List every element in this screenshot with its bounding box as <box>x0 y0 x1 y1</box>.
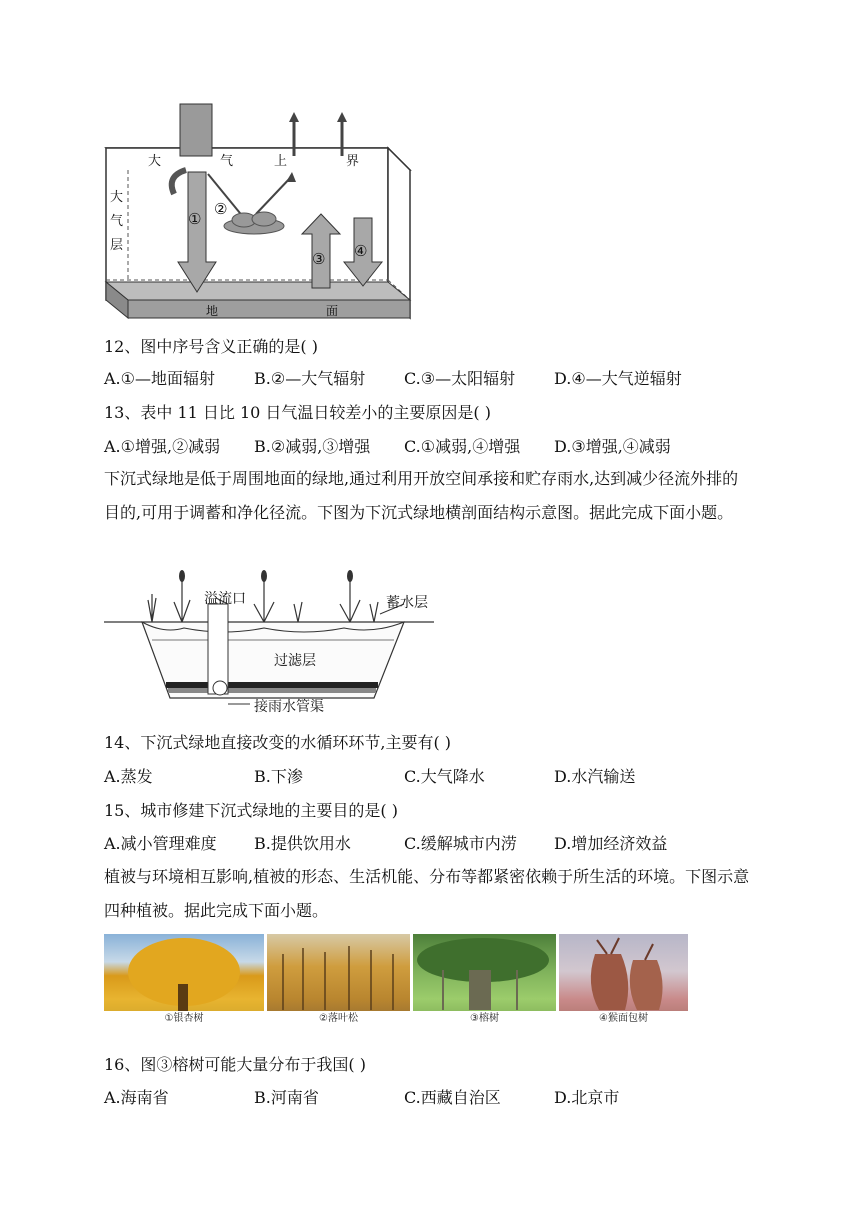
filter-layer-label: 过滤层 <box>274 653 316 669</box>
sunken-greenland-figure <box>104 570 440 720</box>
q14-option-c[interactable]: C.大气降水 <box>404 767 485 786</box>
q12-option-b[interactable]: B.②—大气辐射 <box>254 369 366 388</box>
ground-label-2: 面 <box>326 304 339 318</box>
overflow-label: 溢流口 <box>204 591 246 607</box>
photo-ginkgo <box>104 934 264 1027</box>
q16-option-d[interactable]: D.北京市 <box>554 1088 620 1107</box>
mark-2: ② <box>214 200 228 218</box>
upper-atmosphere-label-4: 界 <box>346 154 360 169</box>
q12-option-a[interactable]: A.①—地面辐射 <box>104 369 215 388</box>
photo-banyan <box>413 934 556 1027</box>
atmosphere-side-label-3: 层 <box>110 238 124 253</box>
q12-option-d[interactable]: D.④—大气逆辐射 <box>554 369 682 388</box>
q16-option-a[interactable]: A.海南省 <box>104 1088 169 1107</box>
storage-layer-label: 蓄水层 <box>386 595 428 611</box>
question-13-stem: 13、表中 11 日比 10 日气温日较差小的主要原因是( ) <box>104 403 491 422</box>
q15-option-a[interactable]: A.减小管理难度 <box>104 834 217 853</box>
rain-pipe-label: 接雨水管渠 <box>254 699 324 715</box>
question-12-stem: 12、图中序号含义正确的是( ) <box>104 337 318 356</box>
photo-larch <box>267 934 410 1027</box>
upper-atmosphere-label-2: 气 <box>220 154 234 169</box>
vegetation-intro: 植被与环境相互影响,植被的形态、生活机能、分布等都紧密依赖于所生活的环境。下图示意四种植被。据此完成下面小题。 <box>104 867 750 920</box>
atmosphere-side-label-1: 大 <box>110 190 124 205</box>
q14-option-a[interactable]: A.蒸发 <box>104 767 153 786</box>
photo-baobab <box>559 934 688 1027</box>
atmosphere-radiation-diagram <box>104 100 416 322</box>
sunken-greenland-intro: 下沉式绿地是低于周围地面的绿地,通过利用开放空间承接和贮存雨水,达到减少径流外排的目的,可用于调蓄和净化径流。下图为下沉式绿地横剖面结构示意图。据此完成下面小题。 <box>104 469 739 522</box>
question-15-stem: 15、城市修建下沉式绿地的主要目的是( ) <box>104 801 398 820</box>
mark-3: ③ <box>312 250 326 268</box>
question-14-stem: 14、下沉式绿地直接改变的水循环环节,主要有( ) <box>104 733 452 752</box>
caption-baobab: ④猴面包树 <box>559 1011 688 1027</box>
q13-option-c[interactable]: C.①减弱,④增强 <box>404 437 521 456</box>
q12-option-c[interactable]: C.③—太阳辐射 <box>404 369 516 388</box>
q15-option-b[interactable]: B.提供饮用水 <box>254 834 351 853</box>
caption-larch: ②落叶松 <box>267 1011 410 1027</box>
atmosphere-radiation-figure <box>104 100 416 322</box>
upper-atmosphere-label-3: 上 <box>274 154 288 169</box>
q16-option-c[interactable]: C.西藏自治区 <box>404 1088 501 1107</box>
mark-1: ① <box>188 210 202 228</box>
q13-option-b[interactable]: B.②减弱,③增强 <box>254 437 371 456</box>
atmosphere-side-label-2: 气 <box>110 214 124 229</box>
ground-label-1: 地 <box>206 304 219 318</box>
caption-ginkgo: ①银杏树 <box>104 1011 264 1027</box>
q16-option-b[interactable]: B.河南省 <box>254 1088 319 1107</box>
q13-option-a[interactable]: A.①增强,②减弱 <box>104 437 221 456</box>
q13-option-d[interactable]: D.③增强,④减弱 <box>554 437 671 456</box>
caption-banyan: ③榕树 <box>413 1011 556 1027</box>
question-16-stem: 16、图③榕树可能大量分布于我国( ) <box>104 1055 366 1074</box>
q15-option-d[interactable]: D.增加经济效益 <box>554 834 668 853</box>
mark-4: ④ <box>354 242 368 260</box>
q15-option-c[interactable]: C.缓解城市内涝 <box>404 834 517 853</box>
q14-option-d[interactable]: D.水汽输送 <box>554 767 636 786</box>
q14-option-b[interactable]: B.下渗 <box>254 767 303 786</box>
upper-atmosphere-label-1: 大 <box>148 154 162 169</box>
